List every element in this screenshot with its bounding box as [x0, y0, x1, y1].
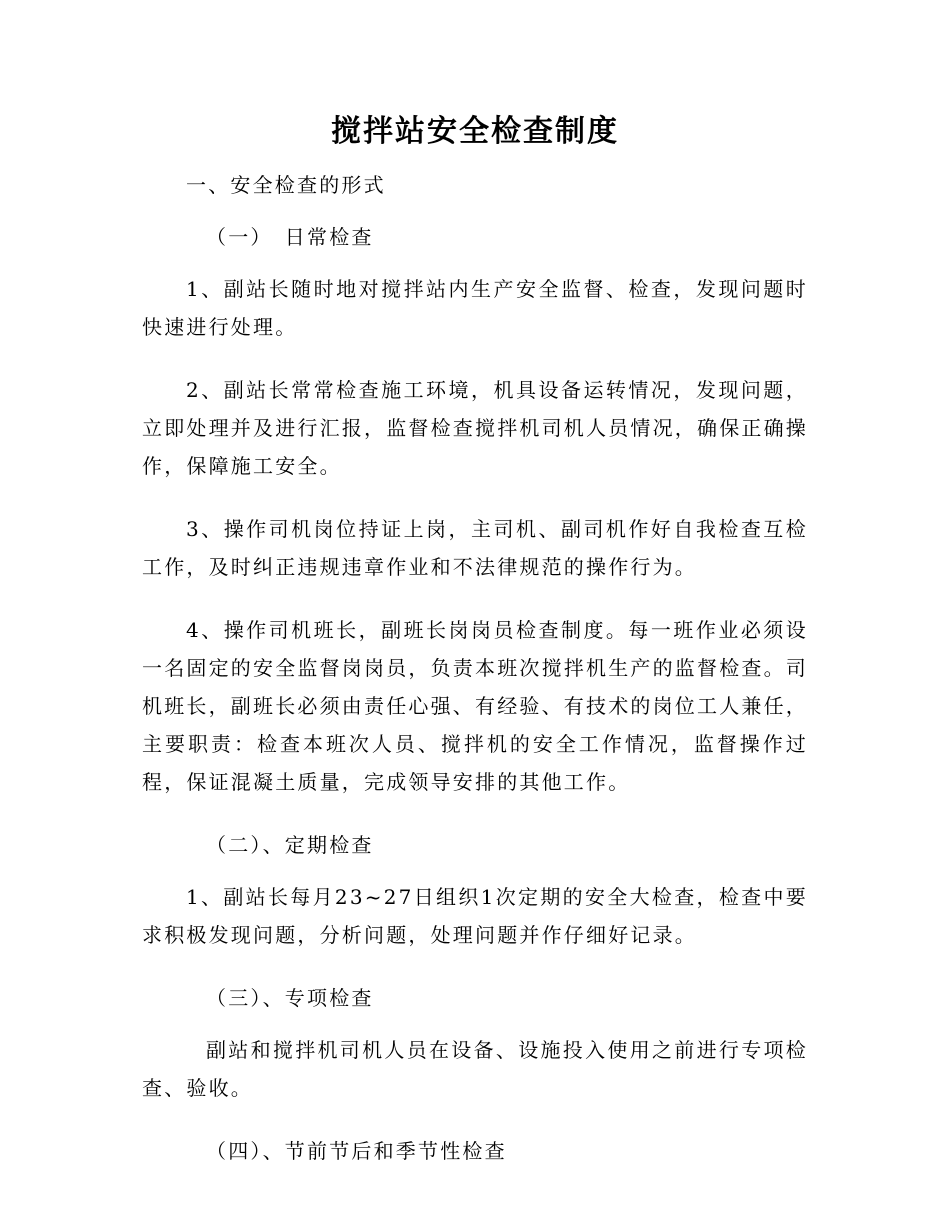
paragraph: 4、操作司机班长，副班长岗岗员检查制度。每一班作业必须设一名固定的安全监督岗岗员，负责本班次搅拌机生产的监督检查。司机班长，副班长必须由责任心强、有经验、有技术的岗位工人兼任，主要职责：检查本班次人员、搅拌机的安全工作情况，监督操作过程，保证混凝土质量，完成领导安排的其他工作。 — [142, 618, 808, 794]
document-title: 搅拌站安全检查制度 — [331, 114, 619, 149]
subsection-heading: （一） 日常检查 — [206, 225, 374, 249]
paragraph: 副站和搅拌机司机人员在设备、设施投入使用之前进行专项检查、验收。 — [142, 1038, 808, 1100]
section-heading: 一、安全检查的形式 — [186, 173, 386, 197]
document-body — [142, 166, 808, 1184]
subsection-heading: （三）、专项检查 — [206, 986, 374, 1010]
paragraph: 1、副站长每月23~27日组织1次定期的安全大检查，检查中要求积极发现问题，分析问题，处理问题并作仔细好记录。 — [142, 885, 808, 947]
paragraph: 2、副站长常常检查施工环境，机具设备运转情况，发现问题，立即处理并及进行汇报，监督检查搅拌机司机人员情况，确保正确操作，保障施工安全。 — [142, 378, 808, 478]
paragraph: 3、操作司机岗位持证上岗，主司机、副司机作好自我检查互检工作，及时纠正违规违章作业和不法律规范的操作行为。 — [142, 517, 808, 579]
subsection-heading: （四）、节前节后和季节性检查 — [206, 1139, 507, 1163]
subsection-heading: （二）、定期检查 — [206, 833, 374, 857]
paragraph: 1、副站长随时地对搅拌站内生产安全监督、检查，发现问题时快速进行处理。 — [142, 277, 808, 339]
